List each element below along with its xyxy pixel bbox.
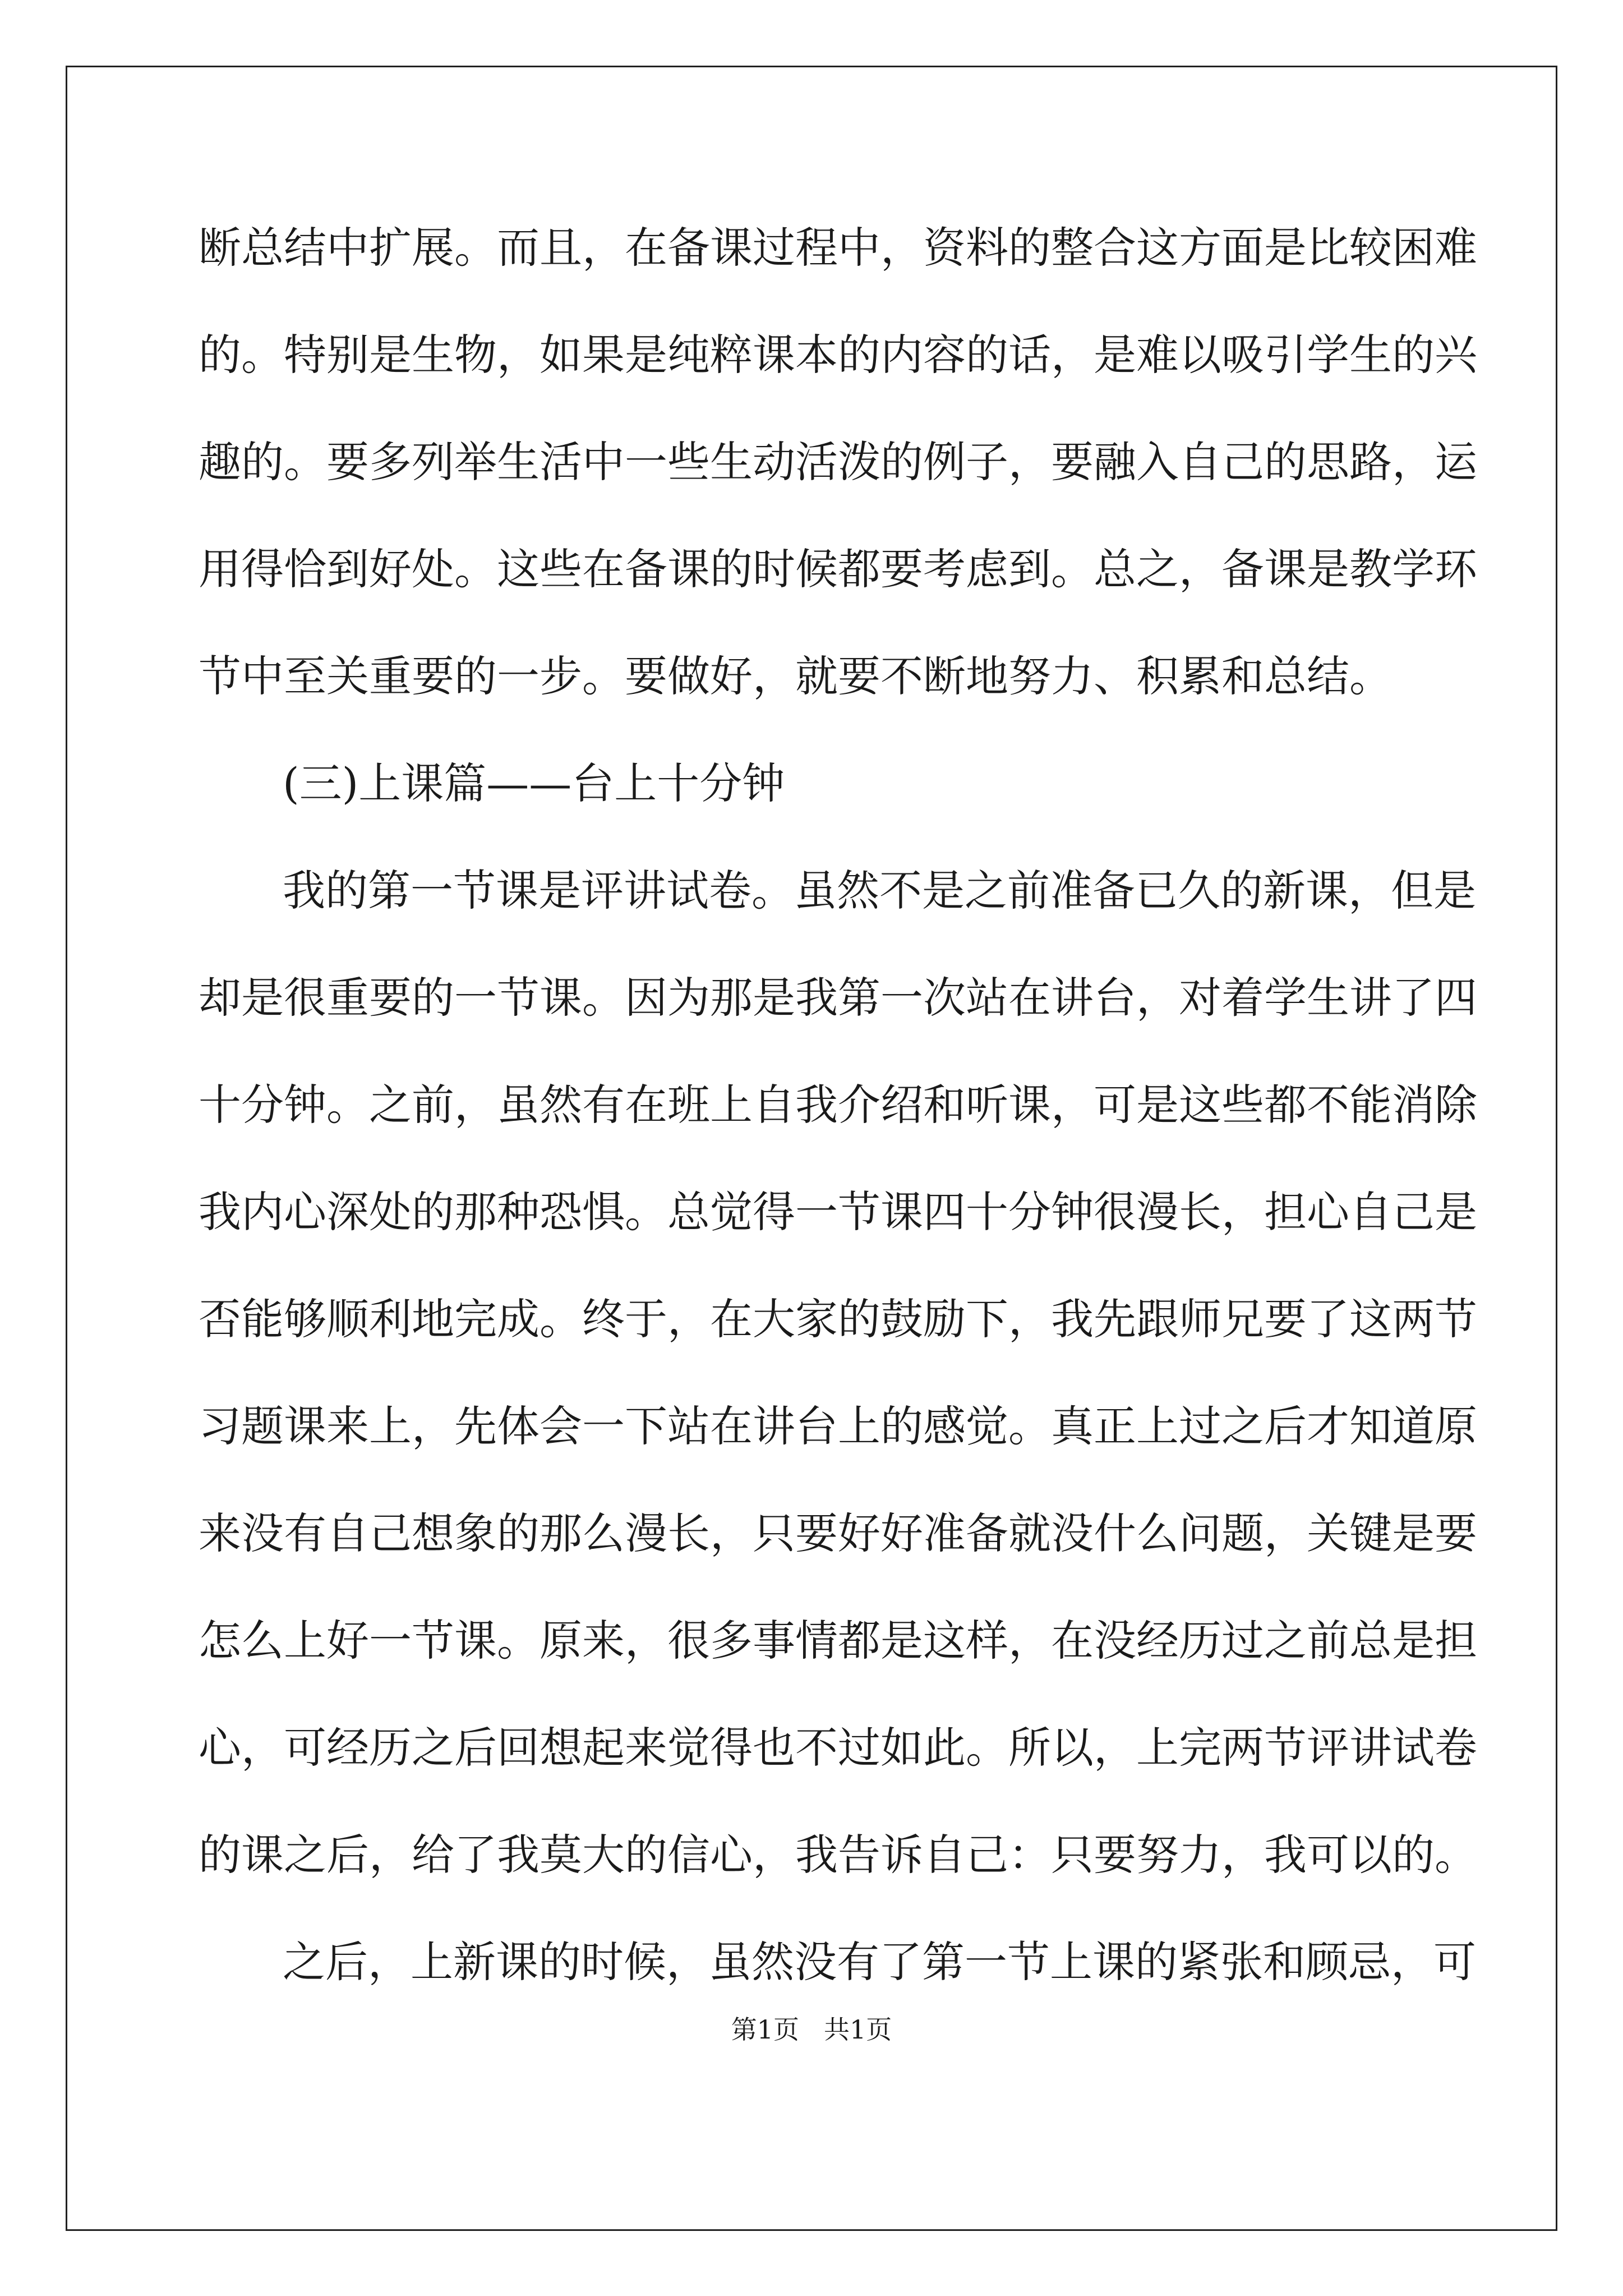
paragraph-line: 来没有自己想象的那么漫长，只要好好准备就没什么问题，关键是要 xyxy=(199,1508,1477,1558)
page-footer xyxy=(0,2013,1623,2046)
paragraph-line: 十分钟。之前，虽然有在班上自我介绍和听课，可是这些都不能消除 xyxy=(199,1080,1477,1130)
paragraph-line: 心，可经历之后回想起来觉得也不过如此。所以，上完两节评讲试卷 xyxy=(199,1723,1477,1773)
page-number: 第1页 xyxy=(731,2014,799,2045)
paragraph-line: 之后，上新课的时候，虽然没有了第一节上课的紧张和顾忌，可 xyxy=(283,1937,1476,1987)
paragraph-line: 怎么上好一节课。原来，很多事情都是这样，在没经历过之前总是担 xyxy=(199,1616,1477,1665)
page-border xyxy=(66,66,1557,2231)
paragraph-line: 断总结中扩展。而且，在备课过程中，资料的整合这方面是比较困难 xyxy=(199,223,1477,273)
section-heading: (三)上课篇——台上十分钟 xyxy=(283,758,785,808)
paragraph-line: 的课之后，给了我莫大的信心，我告诉自己：只要努力，我可以的。 xyxy=(199,1830,1477,1880)
paragraph-line: 却是很重要的一节课。因为那是我第一次站在讲台，对着学生讲了四 xyxy=(199,973,1477,1023)
paragraph-line: 习题课来上，先体会一下站在讲台上的感觉。真正上过之后才知道原 xyxy=(199,1401,1477,1451)
paragraph-line: 我内心深处的那种恐惧。总觉得一节课四十分钟很漫长，担心自己是 xyxy=(199,1187,1477,1237)
paragraph-line: 趣的。要多列举生活中一些生动活泼的例子，要融入自己的思路，运 xyxy=(199,437,1477,487)
paragraph-line: 我的第一节课是评讲试卷。虽然不是之前准备已久的新课，但是 xyxy=(283,866,1476,915)
page-total: 共1页 xyxy=(824,2014,892,2045)
paragraph-line: 节中至关重要的一步。要做好，就要不断地努力、积累和总结。 xyxy=(199,651,1392,701)
paragraph-line: 的。特别是生物，如果是纯粹课本的内容的话，是难以吸引学生的兴 xyxy=(199,330,1477,380)
paragraph-line: 否能够顺利地完成。终于，在大家的鼓励下，我先跟师兄要了这两节 xyxy=(199,1294,1477,1344)
paragraph-line: 用得恰到好处。这些在备课的时候都要考虑到。总之，备课是教学环 xyxy=(199,544,1477,594)
